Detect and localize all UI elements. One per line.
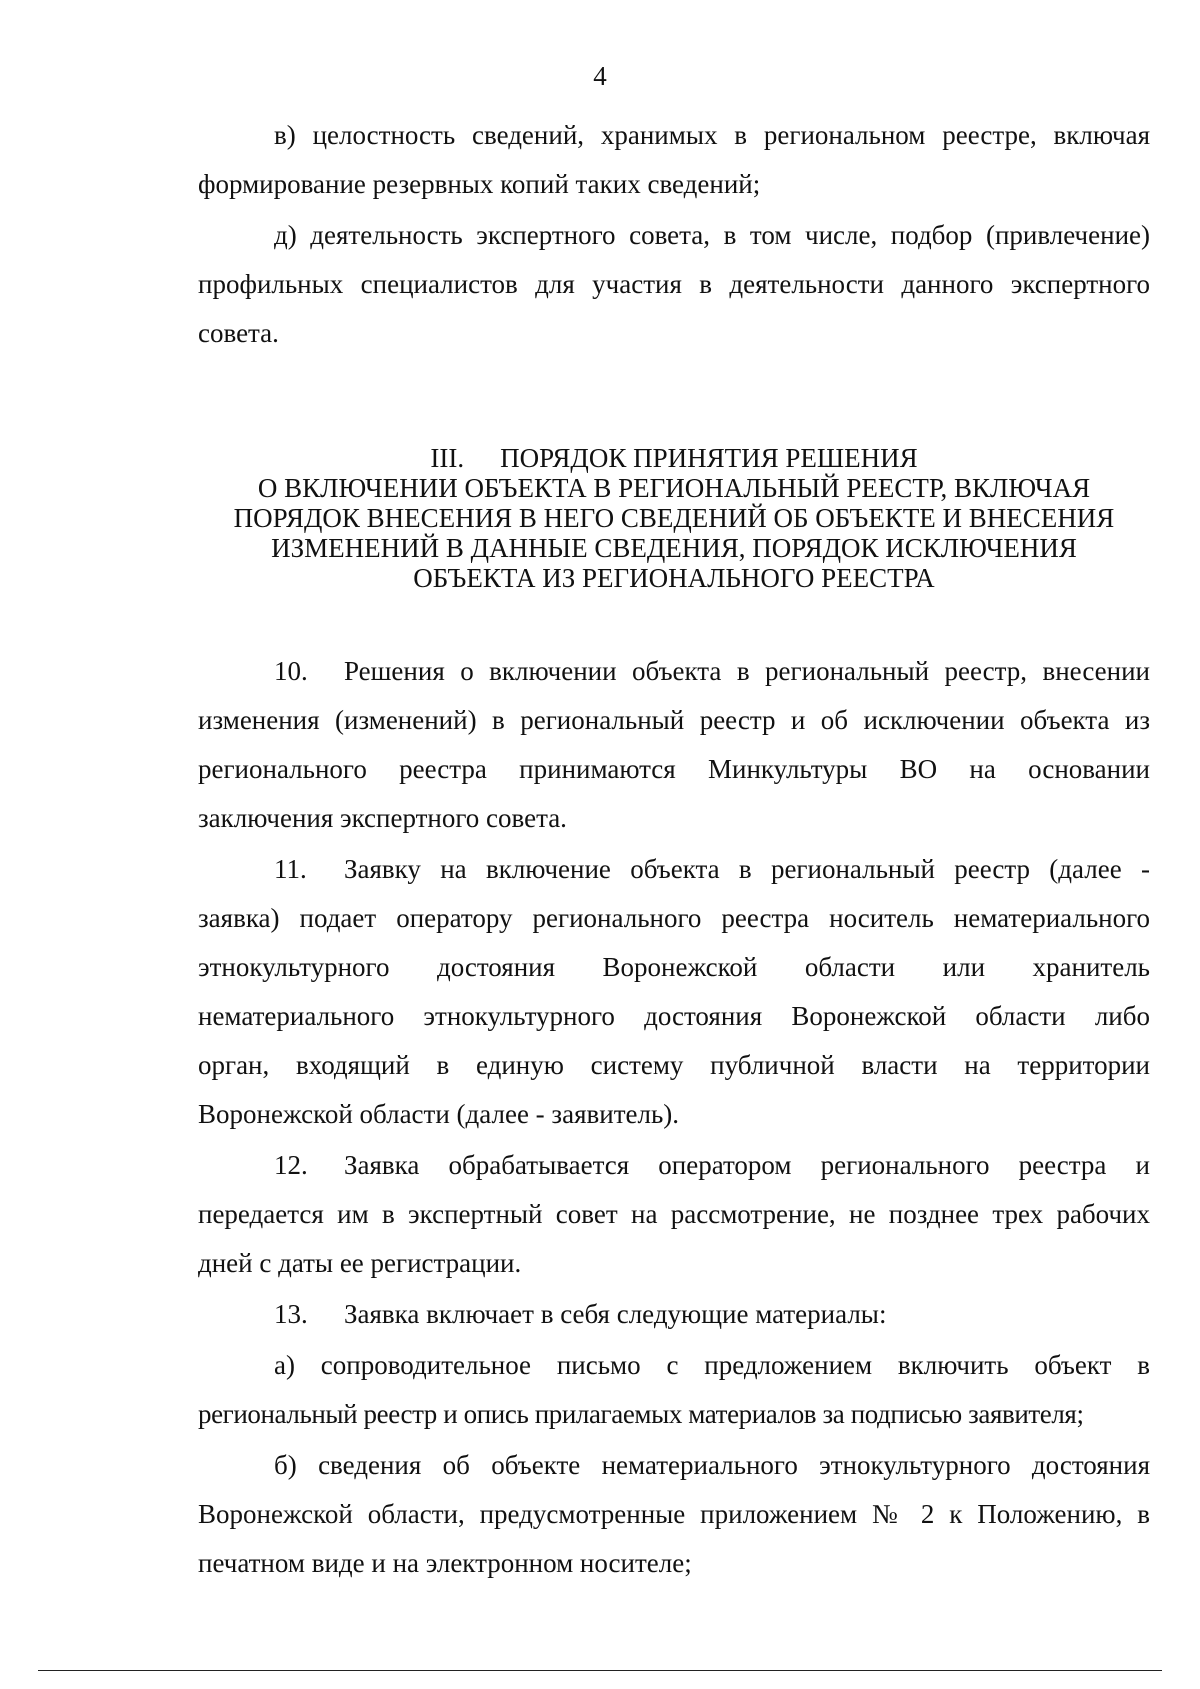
paragraph-line: Воронежской области (далее - заявитель). [198, 1099, 680, 1129]
paragraph-line: профильных специалистов для участия в деятельности данного экспертного [198, 269, 1150, 299]
paragraph-line: печатном виде и на электронном носителе; [198, 1548, 692, 1578]
item-number: 11. [274, 854, 307, 884]
item-number: 10. [274, 656, 308, 686]
item-number: 13. [274, 1299, 308, 1329]
paragraph-line: заключения экспертного совета. [198, 803, 567, 833]
subitem-a [198, 1341, 1150, 1439]
paragraph-d [198, 211, 1150, 358]
paragraph-line: формирование резервных копий таких сведений; [198, 169, 761, 199]
section-title-line: ОБЪЕКТА ИЗ РЕГИОНАЛЬНОГО РЕЕСТРА [413, 563, 935, 593]
paragraph-line: Воронежской области, предусмотренные приложением № 2 к Положению, в [198, 1499, 1150, 1529]
item-number: 12. [274, 1150, 308, 1180]
paragraph-line: передается им в экспертный совет на рассмотрение, не позднее трех рабочих [198, 1199, 1150, 1229]
paragraph-line: изменения (изменений) в региональный реестр и об исключении объекта из [198, 705, 1150, 735]
paragraph-line: 11. Заявку на включение объекта в региональный реестр (далее - [198, 845, 1150, 894]
paragraph-line: нематериального этнокультурного достояния Воронежской области либо [198, 1001, 1150, 1031]
item-11 [198, 845, 1150, 1139]
section-title-line: ПОРЯДОК ВНЕСЕНИЯ В НЕГО СВЕДЕНИЙ ОБ ОБЪЕКТЕ И ВНЕСЕНИЯ [233, 503, 1115, 533]
paragraph-line: этнокультурного достояния Воронежской области или хранитель [198, 952, 1150, 982]
scan-edge-line [38, 1670, 1162, 1671]
page-number: 4 [593, 61, 607, 91]
paragraph-line: дней с даты ее регистрации. [198, 1248, 522, 1278]
document-body [198, 111, 1150, 1588]
section-title-line: ПОРЯДОК ПРИНЯТИЯ РЕШЕНИЯ [500, 443, 918, 473]
section-number: III. [430, 443, 465, 473]
item-12 [198, 1141, 1150, 1288]
paragraph-line: д) деятельность экспертного совета, в том числе, подбор (привлечение) [274, 220, 1150, 250]
subitem-b [198, 1441, 1150, 1588]
paragraph-line: 12. Заявка обрабатывается оператором регионального реестра и [198, 1141, 1150, 1190]
section-title-line: ИЗМЕНЕНИЙ В ДАННЫЕ СВЕДЕНИЯ, ПОРЯДОК ИСКЛЮЧЕНИЯ [271, 533, 1077, 563]
paragraph-line: заявка) подает оператору регионального реестра носитель нематериального [198, 903, 1150, 933]
paragraph-line: региональный реестр и опись прилагаемых материалов за подписью заявителя; [198, 1399, 1084, 1429]
section-title-line: О ВКЛЮЧЕНИИ ОБЪЕКТА В РЕГИОНАЛЬНЫЙ РЕЕСТР, ВКЛЮЧАЯ [257, 473, 1091, 503]
paragraph-v [198, 111, 1150, 209]
paragraph-line: орган, входящий в единую систему публичной власти на территории [198, 1050, 1150, 1080]
paragraph-line: б) сведения об объекте нематериального этнокультурного достояния [274, 1450, 1150, 1480]
paragraph-line: 10. Решения о включении объекта в региональный реестр, внесении [198, 647, 1150, 696]
paragraph-line: в) целостность сведений, хранимых в региональном реестре, включая [274, 120, 1150, 150]
paragraph-line: регионального реестра принимаются Минкультуры ВО на основании [198, 754, 1150, 784]
item-10 [198, 647, 1150, 843]
paragraph-line: совета. [198, 318, 279, 348]
paragraph-line: а) сопроводительное письмо с предложением включить объект в [274, 1350, 1150, 1380]
item-13 [198, 1290, 1150, 1339]
paragraph-line: 13. Заявка включает в себя следующие материалы: [198, 1290, 1150, 1339]
section-heading [198, 443, 1150, 593]
